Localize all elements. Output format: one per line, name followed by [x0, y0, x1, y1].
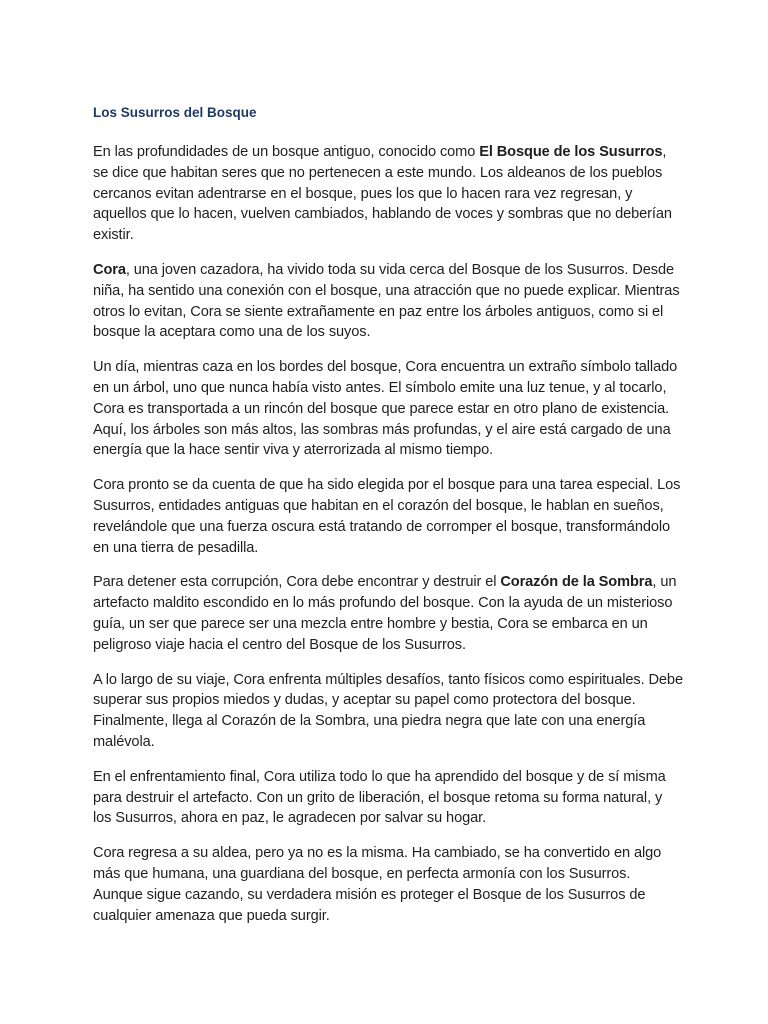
- paragraph-text: En las profundidades de un bosque antiguo, conocido como: [93, 144, 480, 160]
- paragraph: [93, 843, 683, 926]
- paragraph-text: , un artefacto maldito escondido en lo más profundo del bosque. Con la ayuda de un misterioso guía, un ser que parece ser una mezcla entre hombre y bestia, Cora se embarca en un peligroso viaje hacia el centro del Bosque de los Susurros.: [93, 574, 677, 653]
- paragraph: [93, 670, 683, 753]
- paragraph-text: , una joven cazadora, ha vivido toda su vida cerca del Bosque de los Susurros. Desde niña, ha sentido una conexión con el bosque, una atracción que no puede explicar. Mientras otros lo evitan, Cora se siente extrañamente en paz entre los árboles antiguos, como si el bosque la aceptara como una de los suyos.: [93, 261, 680, 341]
- document-title: Los Susurros del Bosque: [93, 105, 257, 120]
- paragraph: [93, 572, 683, 655]
- bold-term: Corazón de la Sombra: [500, 574, 653, 591]
- paragraph-text: En el enfrentamiento final, Cora utiliza todo lo que ha aprendido del bosque y de sí misma para destruir el artefacto. Con un grito de liberación, el bosque retoma su forma natural, y los Susurros, ahora en paz, le agradecen por salvar su hogar.: [93, 768, 666, 827]
- paragraph: [93, 475, 683, 558]
- paragraph-text: , se dice que habitan seres que no pertenecen a este mundo. Los aldeanos de los pueblos cercanos evitan adentrarse en el bosque, pues los que lo hacen rara vez regresan, y aquellos que lo hacen, vuelven cambiados, hablando de voces y sombras que no deberían existir.: [93, 144, 672, 244]
- bold-term: Cora: [93, 261, 126, 278]
- paragraph: [93, 357, 683, 461]
- paragraph: [93, 260, 683, 343]
- paragraph-text: Para detener esta corrupción, Cora debe encontrar y destruir el: [93, 574, 501, 591]
- paragraph-text: A lo largo de su viaje, Cora enfrenta múltiples desafíos, tanto físicos como espirituales. Debe superar sus propios miedos y dudas, y aceptar su papel como protectora del bosque. Finalmente, llega al Corazón de la Sombra, una piedra negra que late con una energía malévola.: [93, 671, 683, 750]
- paragraph-text: Cora pronto se da cuenta de que ha sido elegida por el bosque para una tarea especial. Los Susurros, entidades antiguas que habitan en el corazón del bosque, le hablan en sueños, revelándole que una fuerza oscura está tratando de corromper el bosque, transformándolo en una tierra de pesadilla.: [93, 477, 681, 556]
- paragraph: [93, 142, 683, 246]
- paragraph-text: Un día, mientras caza en los bordes del bosque, Cora encuentra un extraño símbolo tallado en un árbol, uno que nunca había visto antes. El símbolo emite una luz tenue, y al tocarlo, Cora es transportada a un rincón del bosque que parece estar en otro plano de existencia. Aquí, los árboles son más altos, las sombras más profundas, y el aire está cargado de una energía que la hace sentir viva y aterrorizada al mismo tiempo.: [93, 359, 678, 459]
- document-page: [93, 102, 683, 940]
- bold-term: El Bosque de los Susurros: [479, 144, 663, 160]
- paragraph-text: Cora regresa a su aldea, pero ya no es la misma. Ha cambiado, se ha convertido en algo más que humana, una guardiana del bosque, en perfecta armonía con los Susurros. Aunque sigue cazando, su verdadera misión es proteger el Bosque de los Susurros de cualquier amenaza que pueda surgir.: [93, 845, 662, 924]
- paragraph: [93, 767, 683, 829]
